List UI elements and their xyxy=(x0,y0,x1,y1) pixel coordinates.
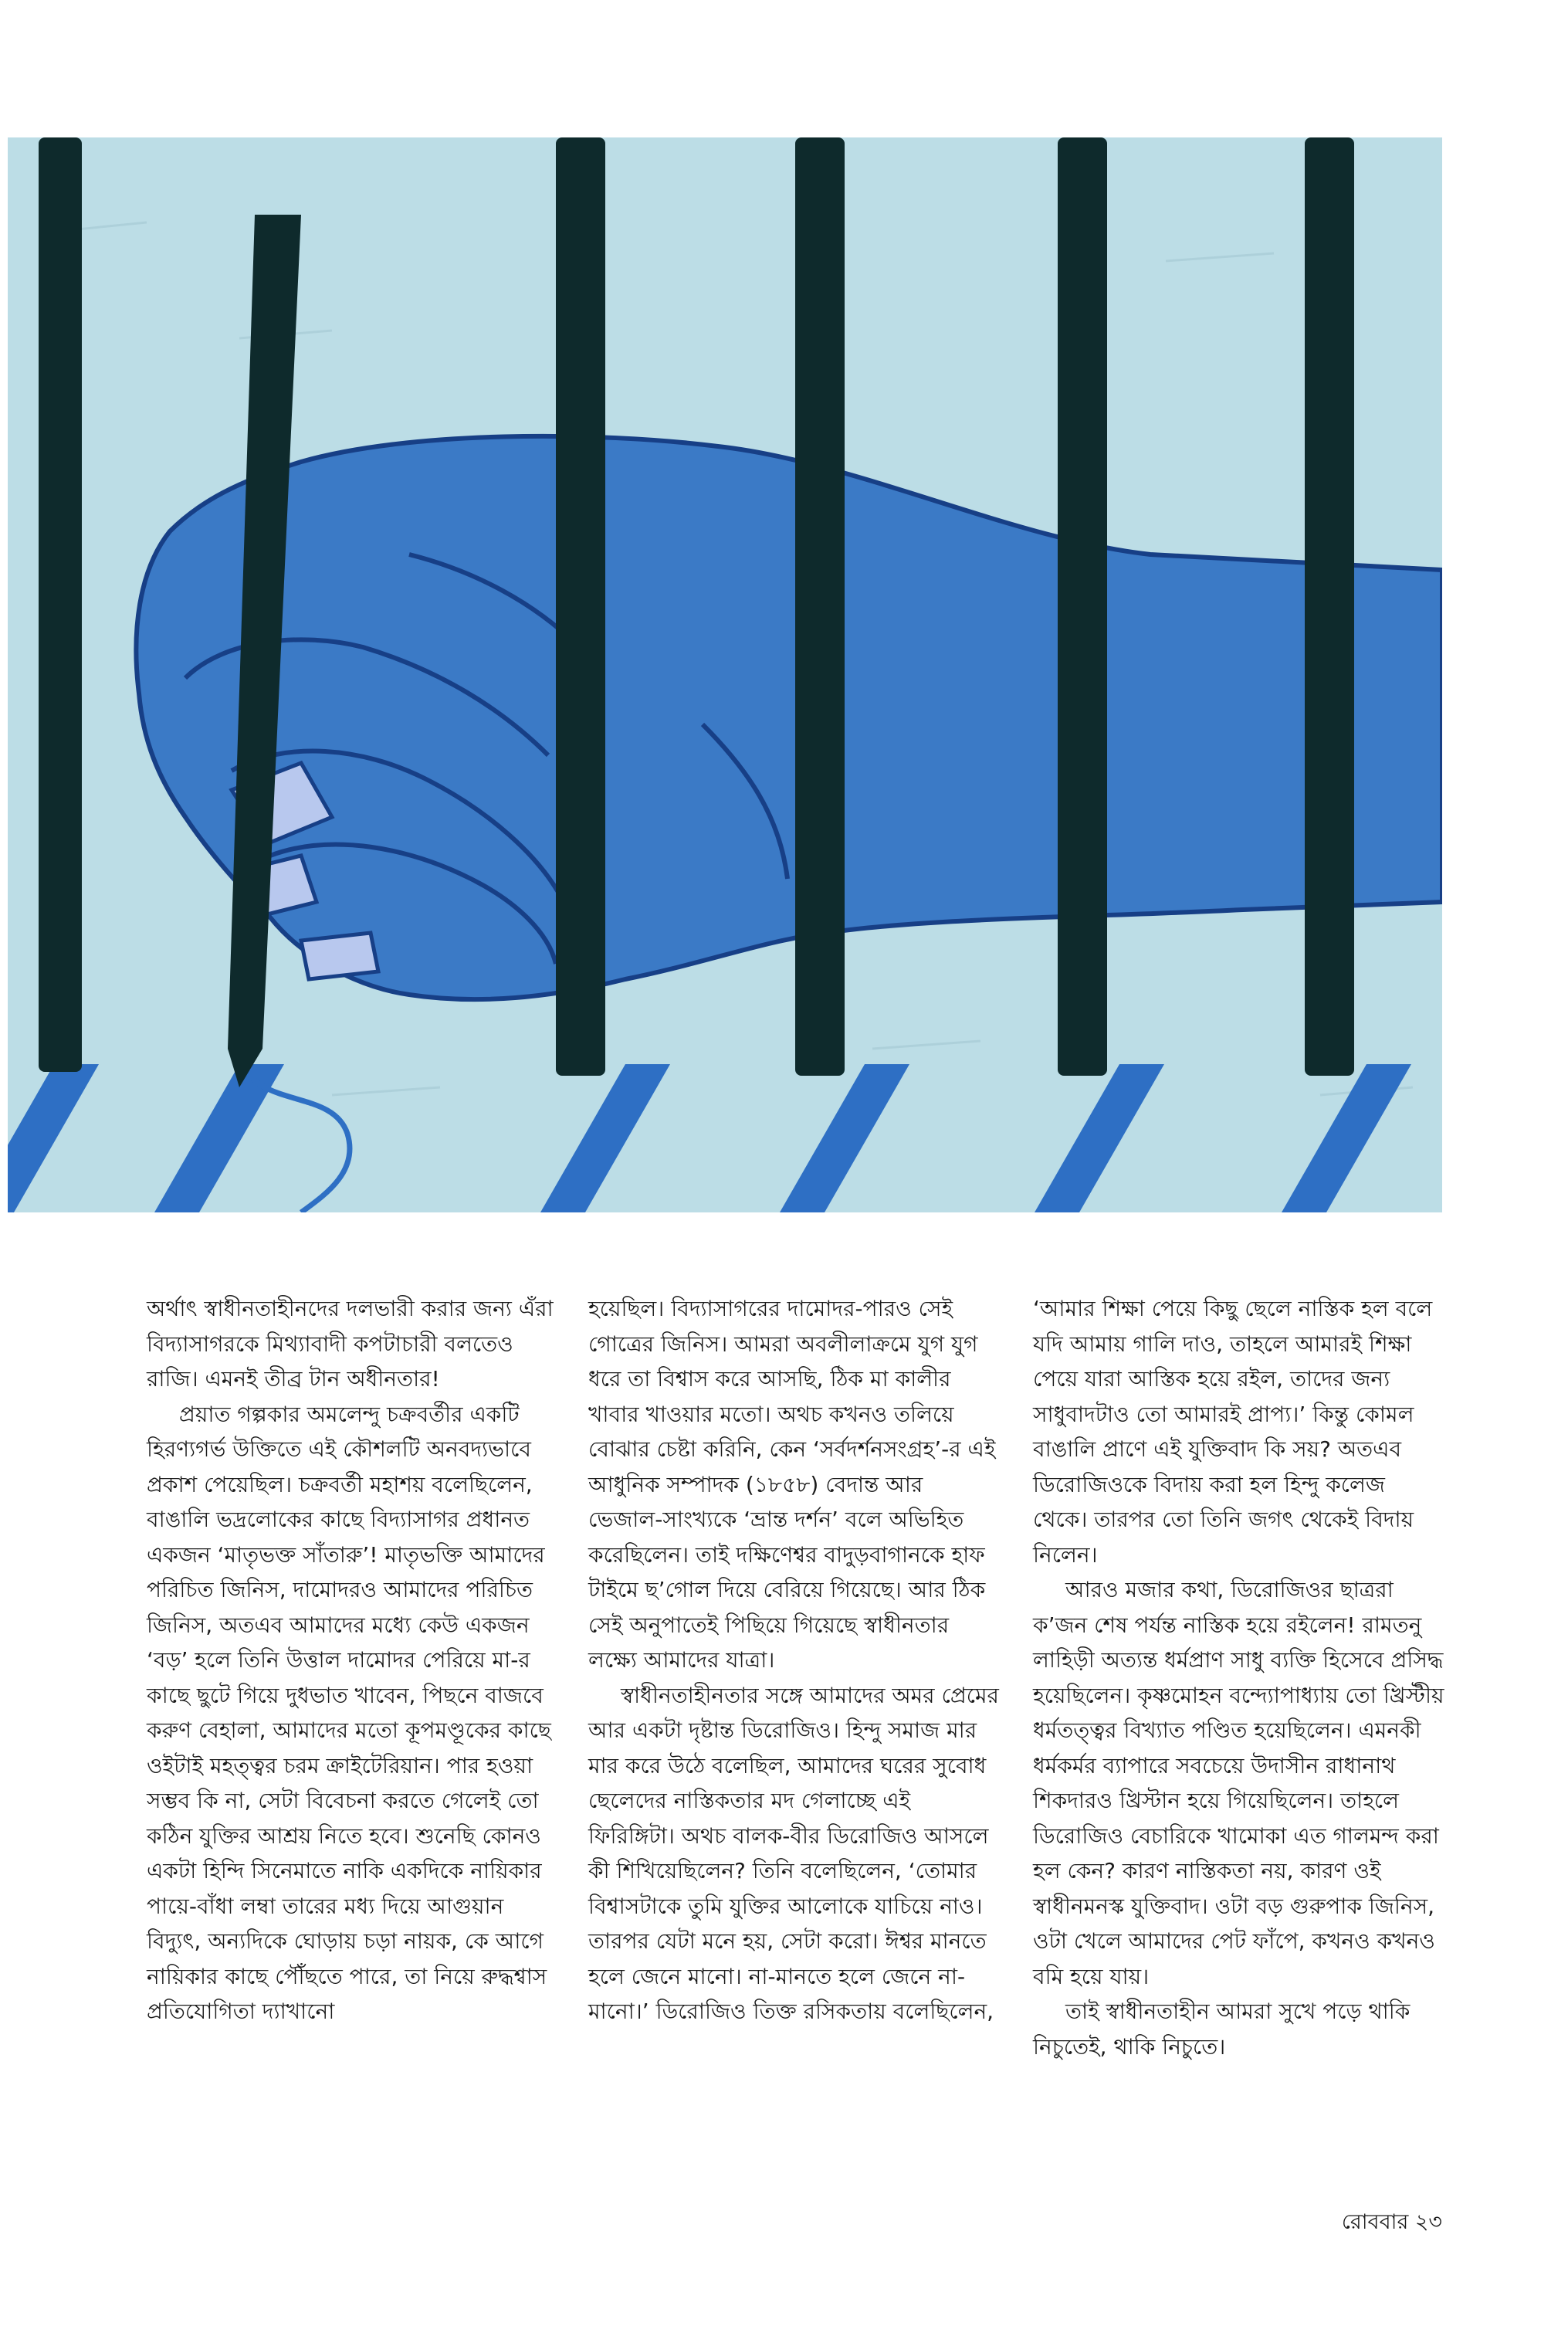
page-folio: রোববার ২৩ xyxy=(1341,2210,1442,2234)
article-paragraph: ‘আমার শিক্ষা পেয়ে কিছু ছেলে নাস্তিক হল বলে যদি আমায় গালি দাও, তাহলে আমারই শিক্ষা পেয়ে যারা আস্তিক হয়ে রইল, তাদের জন্য সাধুবাদটাও তো আমারই প্রাপ্য।’ কিন্তু কোমল বাঙালি প্রাণে এই যুক্তিবাদ কি সয়? অতএব ডিরোজিওকে বিদায় করা হল হিন্দু কলেজ থেকে। তারপর তো তিনি জগৎ থেকেই বিদায় নিলেন। xyxy=(1033,1296,1433,1568)
article-paragraph: হয়েছিল। বিদ্যাসাগরের দামোদর-পারও সেই গোত্রের জিনিস। আমরা অবলীলাক্রমে যুগ যুগ ধরে তা বিশ্বাস করে আসছি, ঠিক মা কালীর খাবার খাওয়ার মতো। অথচ কখনও তলিয়ে বোঝার চেষ্টা করিনি, কেন ‘সর্বদর্শনসংগ্রহ’-র এই আধুনিক সম্পাদক (১৮৫৮) বেদান্ত আর ভেজাল-সাংখ্যকে ‘ভ্রান্ত দর্শন’ বলে অভিহিত করেছিলেন। তাই দক্ষিণেশ্বর বাদুড়বাগানকে হাফ টাইমে ছ’গোল দিয়ে বেরিয়ে গিয়েছে। আর ঠিক সেই অনুপাতেই পিছিয়ে গিয়েছে স্বাধীনতার লক্ষ্যে আমাদের যাত্রা। xyxy=(588,1296,996,1673)
hand-behind-bars-illustration xyxy=(8,137,1442,1212)
article-paragraph: প্রয়াত গল্পকার অমলেন্দু চক্রবর্তীর একটি হিরণ্যগর্ভ উক্তিতে এই কৌশলটি অনবদ্যভাবে প্রকাশ পেয়েছিল। চক্রবর্তী মহাশয় বলেছিলেন, বাঙালি ভদ্রলোকের কাছে বিদ্যাসাগর প্রধানত একজন ‘মাতৃভক্ত সাঁতারু’! মাতৃভক্তি আমাদের পরিচিত জিনিস, দামোদরও আমাদের পরিচিত জিনিস, অতএব আমাদের মধ্যে কেউ একজন ‘বড়’ হলে তিনি উত্তাল দামোদর পেরিয়ে মা-র কাছে ছুটে গিয়ে দুধভাত খাবেন, পিছনে বাজবে করুণ বেহালা, আমাদের মতো কূপমণ্ডূকের কাছে ওইটাই মহত্ত্বর চরম ক্রাইটেরিয়ান। পার হওয়া সম্ভব কি না, সেটা বিবেচনা করতে গেলেই তো কঠিন যুক্তির আশ্রয় নিতে হবে। শুনেছি কোনও একটা হিন্দি সিনেমাতে নাকি একদিকে নায়িকার পায়ে-বাঁধা লম্বা তারের মধ্য দিয়ে আগুয়ান বিদ্যুৎ, অন্যদিকে ঘোড়ায় চড়া নায়ক, কে আগে নায়িকার কাছে পৌঁছতে পারে, তা নিয়ে রুদ্ধশ্বাস প্রতিযোগিতা দ্যাখানো xyxy=(147,1401,551,2024)
article-paragraph: তাই স্বাধীনতাহীন আমরা সুখে পড়ে থাকি নিচুতেই, থাকি নিচুতে। xyxy=(1033,1999,1411,2060)
article-column-1 xyxy=(147,1291,560,2029)
article-column-2 xyxy=(588,1291,1001,2029)
article-column-3 xyxy=(1033,1291,1446,2064)
article-paragraph: আরও মজার কথা, ডিরোজিওর ছাত্ররা ক’জন শেষ পর্যন্ত নাস্তিক হয়ে রইলেন! রামতনু লাহিড়ী অত্যন্ত ধর্মপ্রাণ সাধু ব্যক্তি হিসেবে প্রসিদ্ধ হয়েছিলেন। কৃষ্ণমোহন বন্দ্যোপাধ্যায় তো খ্রিস্টীয় ধর্মতত্ত্বর বিখ্যাত পণ্ডিত হয়েছিলেন। এমনকী ধর্মকর্মর ব্যাপারে সবচেয়ে উদাসীন রাধানাথ শিকদারও খ্রিস্টান হয়ে গিয়েছিলেন। তাহলে ডিরোজিও বেচারিকে খামোকা এত গালমন্দ করা হল কেন? কারণ নাস্তিকতা নয়, কারণ ওই স্বাধীনমনস্ক যুক্তিবাদ। ওটা বড় গুরুপাক জিনিস, ওটা খেলে আমাদের পেট ফাঁপে, কখনও কখনও বমি হয়ে যায়। xyxy=(1033,1577,1444,1989)
article-paragraph: স্বাধীনতাহীনতার সঙ্গে আমাদের অমর প্রেমের আর একটা দৃষ্টান্ত ডিরোজিও। হিন্দু সমাজ মার মার করে উঠে বলেছিল, আমাদের ঘরের সুবোধ ছেলেদের নাস্তিকতার মদ গেলাচ্ছে এই ফিরিঙ্গিটা। অথচ বালক-বীর ডিরোজিও আসলে কী শিখিয়েছিলেন? তিনি বলেছিলেন, ‘তোমার বিশ্বাসটাকে তুমি যুক্তির আলোকে যাচিয়ে নাও। তারপর যেটা মনে হয়, সেটা করো। ঈশ্বর মানতে হলে জেনে মানো। না-মানতে হলে জেনে না-মানো।’ ডিরোজিও তিক্ত রসিকতায় বলেছিলেন, xyxy=(588,1682,999,2024)
article-paragraph: অর্থাৎ স্বাধীনতাহীনদের দলভারী করার জন্য এঁরা বিদ্যাসাগরকে মিথ্যাবাদী কপটাচারী বলতেও রাজি। এমনই তীব্র টান অধীনতার! xyxy=(147,1296,554,1392)
